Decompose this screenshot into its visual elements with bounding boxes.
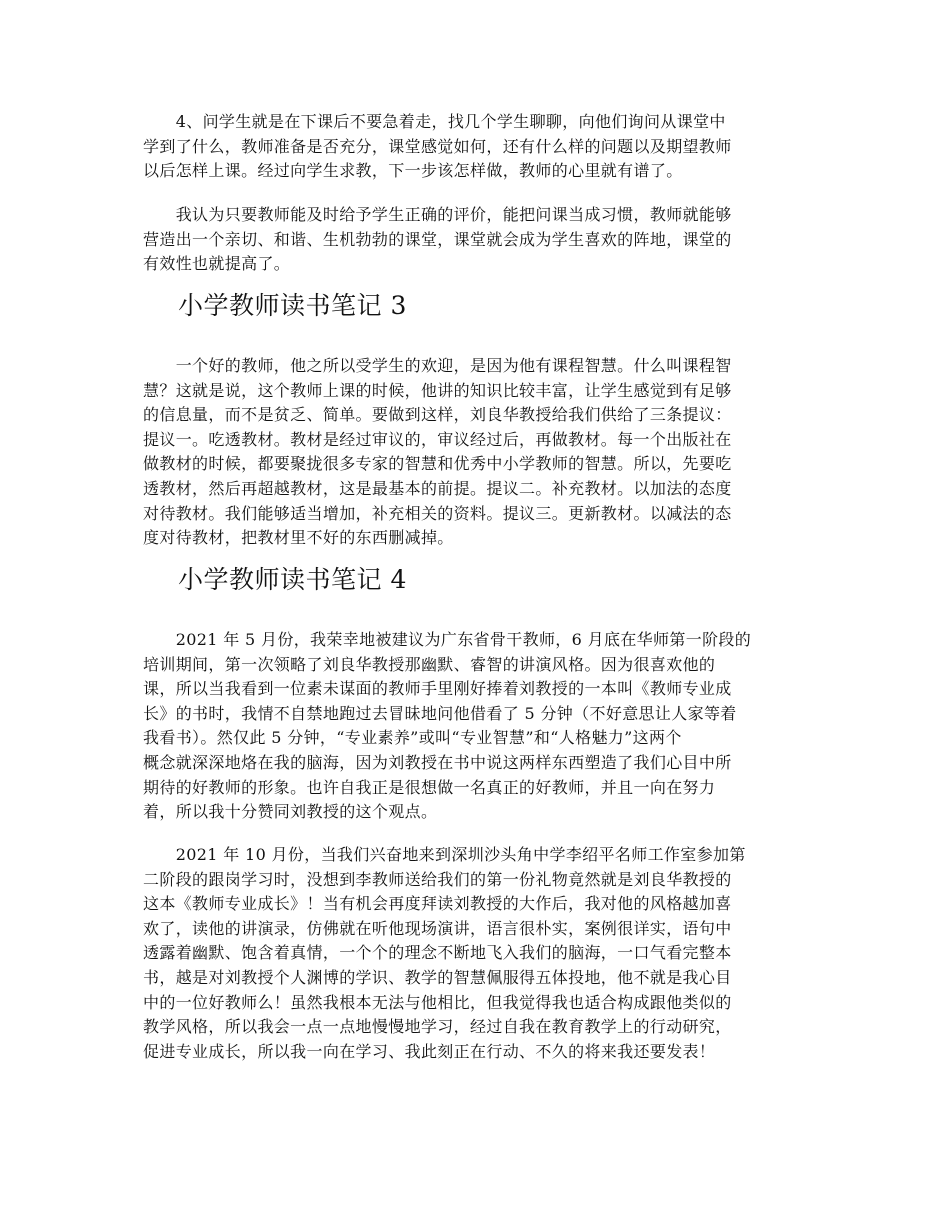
text-line: 我认为只要教师能及时给予学生正确的评价，能把问课当成习惯，教师就能够 [143, 205, 732, 224]
text-line: 教学风格，所以我会一点一点地慢慢地学习，经过自我在教育教学上的行动研究， [143, 1017, 732, 1037]
section-heading-notes-4: 小学教师读书笔记 4 [178, 565, 407, 594]
paragraph-curriculum-wisdom [143, 354, 811, 551]
paragraph-ask-students [143, 110, 811, 184]
text-line: 这本《教师专业成长》！当有机会再度拜读刘教授的大作后，我对他的风格越加喜 [143, 894, 732, 914]
text-line: 对待教材。我们能够适当增加，补充相关的资料。提议三。更新教材。以减法的态 [143, 503, 732, 523]
paragraph-conclusion [143, 203, 811, 277]
text-line: 2021 年 10 月份，当我们兴奋地来到深圳沙头角中学李绍平名师工作室参加第 [143, 845, 746, 864]
text-line: 中的一位好教师么！虽然我根本无法与他相比，但我觉得我也适合构成跟他类似的 [143, 992, 732, 1012]
text-line: 概念就深深地烙在我的脑海，因为刘教授在书中说这两样东西塑造了我们心目中所 [143, 752, 732, 772]
text-line: 一个好的教师，他之所以受学生的欢迎，是因为他有课程智慧。什么叫课程智 [143, 356, 732, 375]
text-line: 透教材，然后再超越教材，这是最基本的前提。提议二。补充教材。以加法的态度 [143, 478, 732, 498]
text-line: 透露着幽默、饱含着真情，一个个的理念不断地飞入我们的脑海，一口气看完整本 [143, 943, 732, 963]
text-line: 度对待教材，把教材里不好的东西删减掉。 [143, 528, 454, 548]
text-line: 以后怎样上课。经过向学生求教，下一步该怎样做，教师的心里就有谱了。 [143, 161, 683, 181]
text-line: 二阶段的跟岗学习时，没想到李教师送给我们的第一份礼物竟然就是刘良华教授的 [143, 869, 732, 889]
text-line: 长》的书时，我情不自禁地跑过去冒昧地问他借看了 5 分钟（不好意思让人家等着 [143, 703, 737, 723]
text-line: 提议一。吃透教材。教材是经过审议的，审议经过后，再做教材。每一个出版社在 [143, 429, 732, 449]
text-line: 培训期间，第一次领略了刘良华教授那幽默、睿智的讲演风格。因为很喜欢他的 [143, 654, 716, 674]
text-line: 期待的好教师的形象。也许自我正是很想做一名真正的好教师，并且一向在努力 [143, 777, 716, 797]
text-line: 我看书）。然仅此 5 分钟，“专业素养”或叫“专业智慧”和“人格魅力”这两个 [143, 728, 682, 748]
text-line: 课，所以当我看到一位素未谋面的教师手里刚好捧着刘教授的一本叫《教师专业成 [143, 679, 732, 699]
paragraph-backbone-teacher [143, 628, 811, 825]
text-line: 2021 年 5 月份，我荣幸地被建议为广东省骨干教师，6 月底在华师第一阶段的 [143, 630, 752, 649]
text-line: 欢了，读他的讲演录，仿佛就在听他现场演讲，语言很朴实，案例很详实，语句中 [143, 918, 732, 938]
text-line: 慧？这就是说，这个教师上课的时候，他讲的知识比较丰富，让学生感觉到有足够 [143, 380, 732, 400]
text-line: 书，越是对刘教授个人渊博的学识、教学的智慧佩服得五体投地，他不就是我心目 [143, 967, 732, 987]
text-line: 促进专业成长，所以我一向在学习、我此刻正在行动、不久的将来我还要发表！ [143, 1041, 716, 1061]
text-line: 有效性也就提高了。 [143, 254, 291, 274]
text-line: 的信息量，而不是贫乏、简单。要做到这样，刘良华教授给我们供给了三条提议： [143, 405, 732, 425]
text-line: 做教材的时候，都要聚拢很多专家的智慧和优秀中小学教师的智慧。所以，先要吃 [143, 454, 732, 474]
text-line: 着，所以我十分赞同刘教授的这个观点。 [143, 802, 438, 822]
text-line: 学到了什么，教师准备是否充分，课堂感觉如何，还有什么样的问题以及期望教师 [143, 136, 732, 156]
paragraph-job-shadowing [143, 843, 811, 1064]
section-heading-notes-3: 小学教师读书笔记 3 [178, 291, 407, 320]
text-line: 4、问学生就是在下课后不要急着走，找几个学生聊聊，向他们询问从课堂中 [143, 112, 726, 131]
text-line: 营造出一个亲切、和谐、生机勃勃的课堂，课堂就会成为学生喜欢的阵地，课堂的 [143, 229, 732, 249]
